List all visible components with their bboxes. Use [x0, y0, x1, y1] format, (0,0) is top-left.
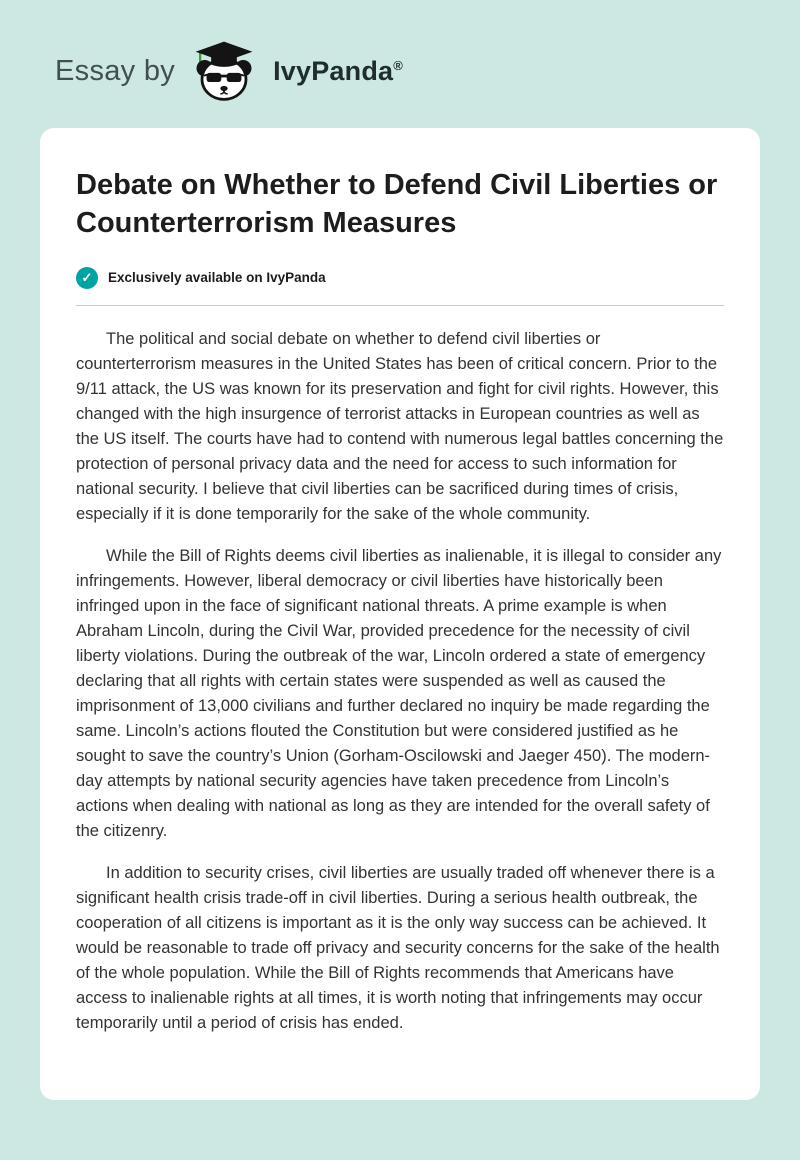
essay-paragraph-2: While the Bill of Rights deems civil liberties as inalienable, it is illegal to consider any infringements. However, liberal democracy or civil liberties have historically been infringed upon in the face of significant national threats. A prime example is when Abraham Lincoln, during the Civil War, provided precedence for the necessity of civil liberty violations. During the outbreak of the war, Lincoln ordered a state of emergency declaring that all rights with certain states were suspended as well as caused the imprisonment of 13,000 civilians and further declared no inquiry be made regarding the same. Lincoln’s actions flouted the Constitution but were considered justified as he sought to save the country’s Union (Gorham-Oscilowski and Jaeger 450). The modern-day attempts by national security agencies have taken precedence from Lincoln’s actions when dealing with national as long as they are intended for the overall safety of the citizenry. [76, 546, 722, 840]
availability-badge [76, 267, 724, 289]
check-icon: ✓ [76, 267, 98, 289]
essay-paragraph-1: The political and social debate on whether to defend civil liberties or counterterrorism measures in the United States has been of critical concern. Prior to the 9/11 attack, the US was known for its preservation and fight for civil rights. However, this changed with the high insurgence of terrorist attacks in European countries as well as the US itself. The courts have had to contend with numerous legal battles concerning the protection of personal privacy data and the need for access to such information for national security. I believe that civil liberties can be sacrificed during times of crisis, especially if it is done temporarily for the sake of the whole community. [76, 329, 724, 523]
brand-name [273, 56, 403, 87]
brand-text: IvyPanda [273, 55, 394, 86]
divider [76, 305, 724, 306]
essay-paragraph-3: In addition to security crises, civil liberties are usually traded off whenever there is a significant health crisis trade-off in civil liberties. During a serious health outbreak, the cooperation of all citizens is important as it is the only way success can be achieved. It would be reasonable to trade off privacy and security concerns for the sake of the health of the whole population. While the Bill of Rights recommends that Americans have access to inalienable rights at all times, it is worth noting that infringements may occur temporarily until a period of crisis has ended. [76, 863, 720, 1032]
registered-mark: ® [393, 57, 404, 73]
ivypanda-panda-logo-icon [191, 40, 257, 102]
availability-label: Exclusively available on IvyPanda [108, 270, 326, 286]
essay-by-label: Essay by [55, 54, 176, 87]
essay-card [40, 128, 760, 1100]
header [0, 0, 800, 128]
essay-title: Debate on Whether to Defend Civil Liberties or Counterterrorism Measures [76, 169, 718, 240]
essay-body [76, 327, 724, 1036]
